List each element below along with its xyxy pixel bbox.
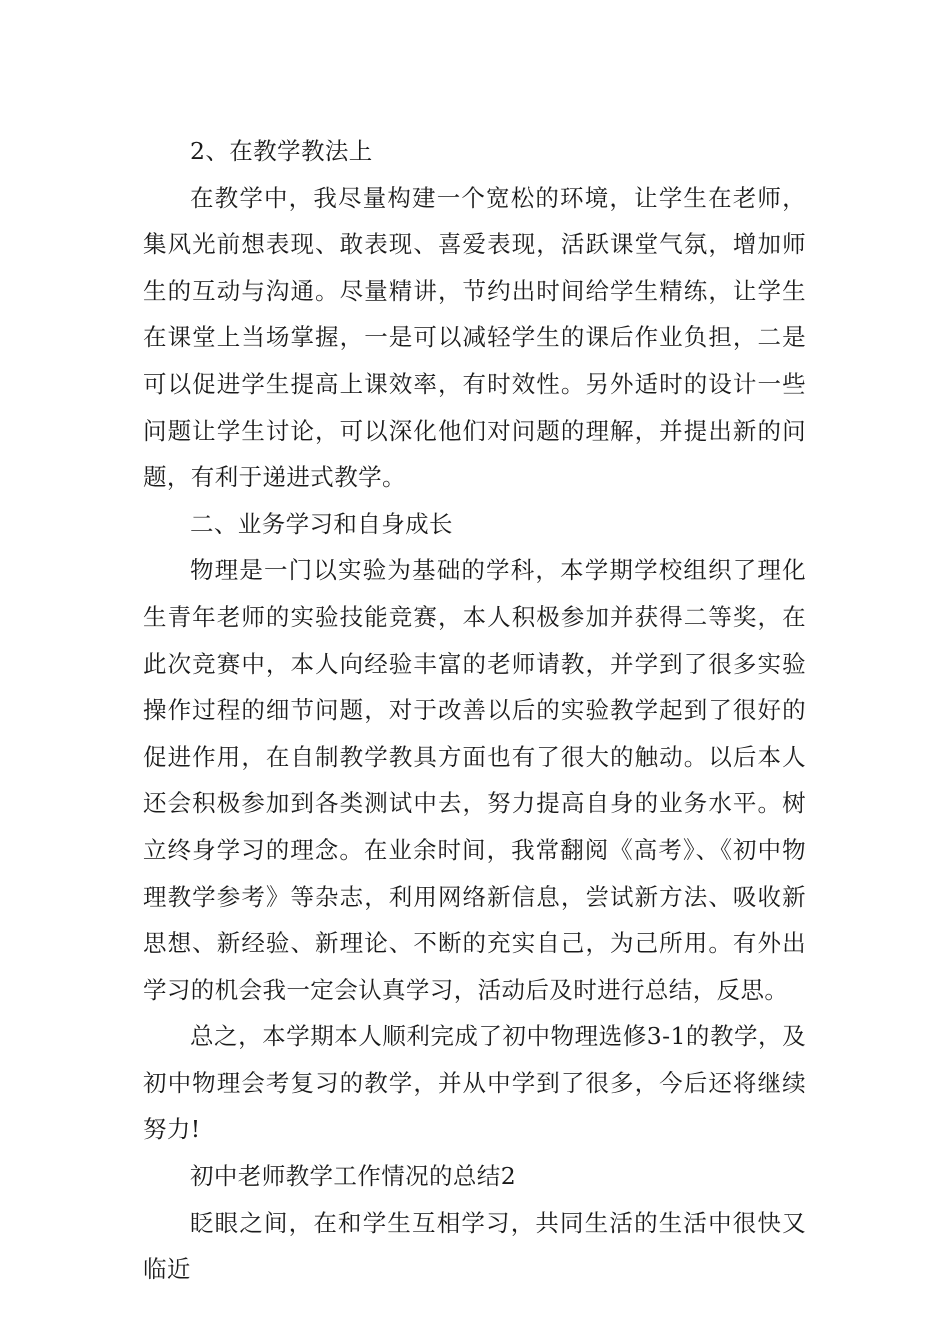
document-heading-summary-2: 初中老师教学工作情况的总结2 — [190, 1162, 517, 1191]
subheading-teaching-methods: 2、在教学教法上 — [190, 137, 373, 165]
section-heading-professional-growth: 二、业务学习和自身成长 — [190, 509, 453, 538]
paragraph-teaching-methods: 在教学中，我尽量构建一个宽松的环境，让学生在老师，集风光前想表现、敢表现、喜爱表现，活跃课堂气氛，增加师生的互动与沟通。尽量精讲，节约出时间给学生精练，让学生在课堂上当场掌握，一是可以减轻学生的课后作业负担，二是可以促进学生提高上课效率，有时效性。另外适时的设计一些问题让学生讨论，可以深化他们对问题的理解，并提出新的问题，有利于递进式教学。 — [143, 183, 806, 492]
paragraph-summary: 总之，本学期本人顺利完成了初中物理选修3-1的教学，及初中物理会考复习的教学，并从中学到了很多，今后还将继续努力! — [143, 1022, 806, 1144]
paragraph-professional-growth: 物理是一门以实验为基础的学科，本学期学校组织了理化生青年老师的实验技能竞赛，本人积极参加并获得二等奖，在此次竞赛中，本人向经验丰富的老师请教，并学到了很多实验操作过程的细节问题，对于改善以后的实验教学起到了很好的促进作用，在自制教学教具方面也有了很大的触动。以后本人还会积极参加到各类测试中去，努力提高自身的业务水平。树立终身学习的理念。在业余时间，我常翻阅《高考》、《初中物理教学参考》等杂志，利用网络新信息，尝试新方法、吸收新思想、新经验、新理论、不断的充实自己，为己所用。有外出学习的机会我一定会认真学习，活动后及时进行总结，反思。 — [143, 556, 806, 1004]
document-body — [143, 128, 806, 1293]
paragraph-summary-2-start: 眨眼之间，在和学生互相学习，共同生活的生活中很快又临近 — [143, 1208, 806, 1284]
